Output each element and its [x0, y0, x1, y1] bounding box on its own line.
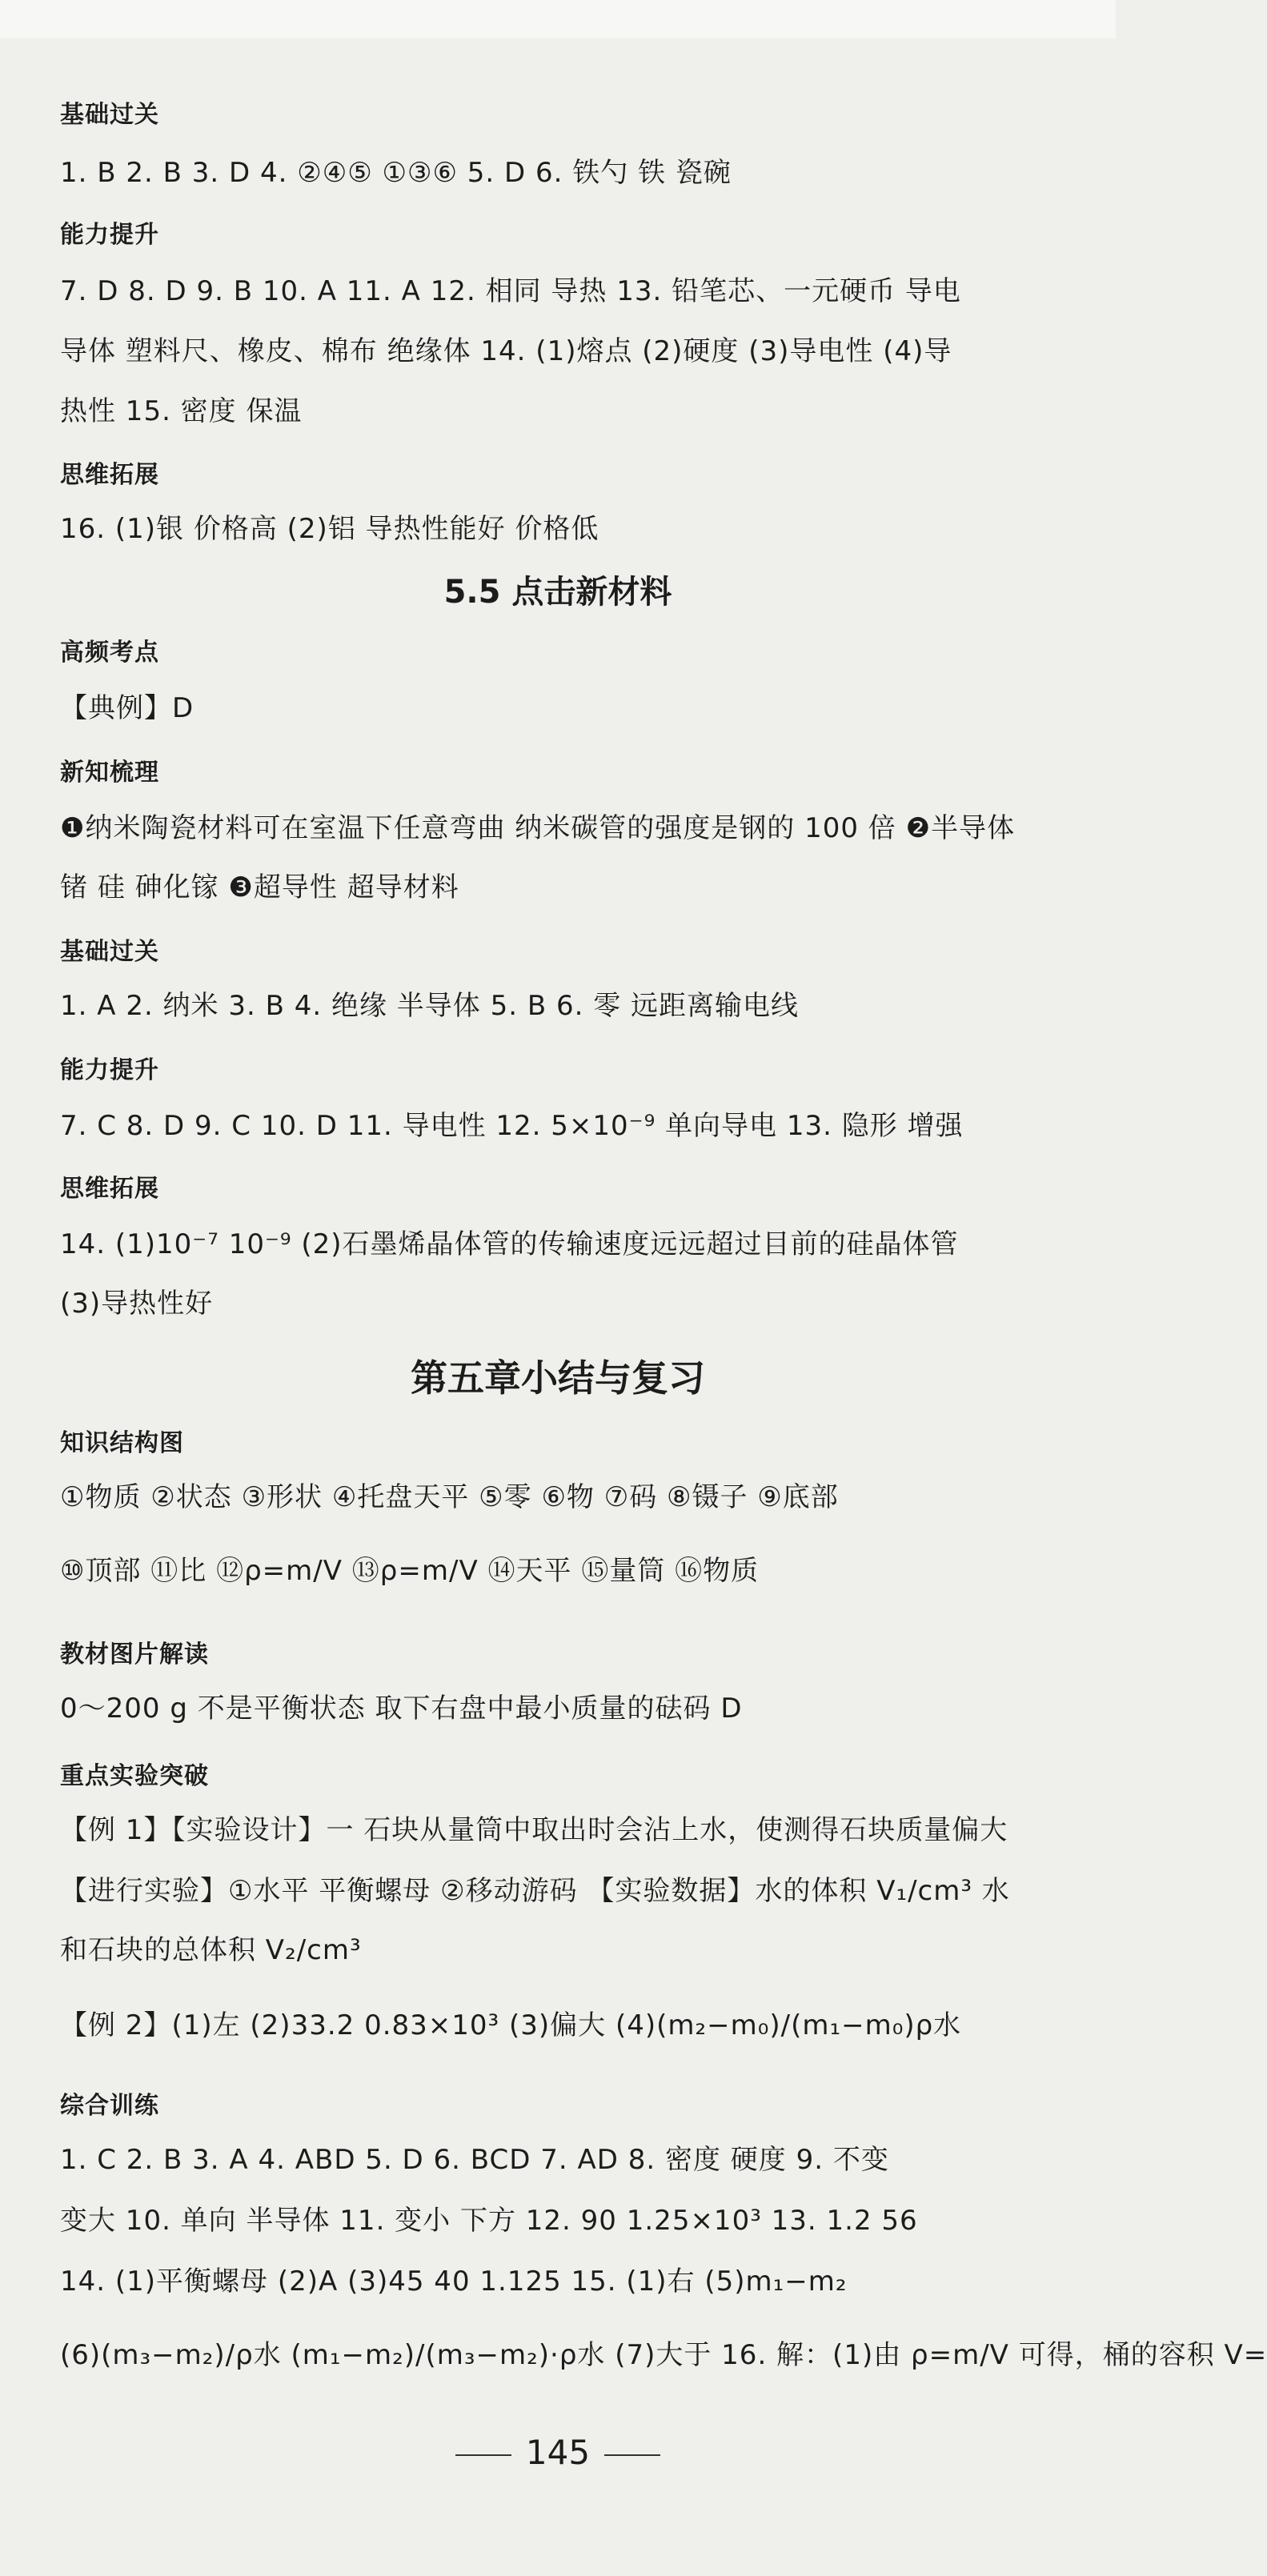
- heading-xinzhi: 新知梳理: [60, 759, 159, 787]
- heading-jiaocai: 教材图片解读: [60, 1641, 209, 1669]
- answer-line: 【例 2】(1)左 (2)33.2 0.83×10³ (3)偏大 (4)(m₂−m₀)/(m₁−m₀)ρ水: [60, 2009, 962, 2041]
- heading-zonghe: 综合训练: [60, 2092, 159, 2120]
- section-title-5-5: 5.5 点击新材料: [443, 574, 672, 611]
- heading-siwei: 思维拓展: [60, 461, 159, 489]
- answer-line: 热性 15. 密度 保温: [60, 395, 303, 427]
- answer-line: (6)(m₃−m₂)/ρ水 (m₁−m₂)/(m₃−m₂)·ρ水 (7)大于 16. 解：(1)由 ρ=m/V 可得，桶的容积 V=: [60, 2339, 1267, 2371]
- heading-jichu: 基础过关: [60, 101, 159, 129]
- scan-top-margin: [0, 0, 1116, 38]
- answer-line: 7. C 8. D 9. C 10. D 11. 导电性 12. 5×10⁻⁹ 单向导电 13. 隐形 增强: [60, 1110, 964, 1142]
- heading-gaopin: 高频考点: [60, 639, 159, 667]
- answer-line: 16. (1)银 价格高 (2)铝 导热性能好 价格低: [60, 513, 599, 545]
- answer-line: 和石块的总体积 V₂/cm³: [60, 1934, 362, 1966]
- heading-nengli: 能力提升: [60, 221, 159, 249]
- answer-line: 锗 硅 砷化镓 ❸超导性 超导材料: [60, 871, 459, 903]
- answer-line: 14. (1)平衡螺母 (2)A (3)45 40 1.125 15. (1)右 (5)m₁−m₂: [60, 2266, 848, 2298]
- heading-siwei: 思维拓展: [60, 1175, 159, 1203]
- answer-line: 7. D 8. D 9. B 10. A 11. A 12. 相同 导热 13. 铅笔芯、一元硬币 导电: [60, 275, 961, 307]
- page-number-dash-right: [604, 2454, 660, 2456]
- answer-line: 导体 塑料尺、橡皮、棉布 绝缘体 14. (1)熔点 (2)硬度 (3)导电性 (4)导: [60, 335, 952, 367]
- answer-line: 1. C 2. B 3. A 4. ABD 5. D 6. BCD 7. AD 8. 密度 硬度 9. 不变: [60, 2144, 889, 2176]
- answer-line: ①物质 ②状态 ③形状 ④托盘天平 ⑤零 ⑥物 ⑦码 ⑧镊子 ⑨底部: [60, 1481, 839, 1513]
- page-number-text: 145: [525, 2433, 591, 2472]
- page-number-dash-left: [455, 2454, 511, 2456]
- answer-line: (3)导热性好: [60, 1288, 214, 1320]
- heading-zhongdian: 重点实验突破: [60, 1762, 209, 1790]
- answer-line: 【例 1】【实验设计】一 石块从量筒中取出时会沾上水，使测得石块质量偏大: [60, 1814, 1008, 1846]
- page-number: [0, 2433, 1116, 2472]
- chapter-title: 第五章小结与复习: [411, 1356, 705, 1400]
- heading-zhishi: 知识结构图: [60, 1429, 184, 1457]
- answer-line: 1. A 2. 纳米 3. B 4. 绝缘 半导体 5. B 6. 零 远距离输电线: [60, 990, 800, 1022]
- answer-line: 变大 10. 单向 半导体 11. 变小 下方 12. 90 1.25×10³ 13. 1.2 56: [60, 2205, 918, 2237]
- heading-nengli: 能力提升: [60, 1056, 159, 1084]
- answer-line: 【进行实验】①水平 平衡螺母 ②移动游码 【实验数据】水的体积 V₁/cm³ 水: [60, 1875, 1010, 1907]
- answer-line: 【典例】D: [60, 692, 194, 724]
- answer-line: 14. (1)10⁻⁷ 10⁻⁹ (2)石墨烯晶体管的传输速度远远超过目前的硅晶体管: [60, 1228, 959, 1260]
- answer-line: ❶纳米陶瓷材料可在室温下任意弯曲 纳米碳管的强度是钢的 100 倍 ❷半导体: [60, 812, 1016, 844]
- answer-line: ⑩顶部 ⑪比 ⑫ρ=m/V ⑬ρ=m/V ⑭天平 ⑮量筒 ⑯物质: [60, 1555, 760, 1587]
- answer-line: 0～200 g 不是平衡状态 取下右盘中最小质量的砝码 D: [60, 1693, 743, 1725]
- heading-jichu: 基础过关: [60, 938, 159, 966]
- answer-line: 1. B 2. B 3. D 4. ②④⑤ ①③⑥ 5. D 6. 铁勺 铁 瓷碗: [60, 157, 732, 189]
